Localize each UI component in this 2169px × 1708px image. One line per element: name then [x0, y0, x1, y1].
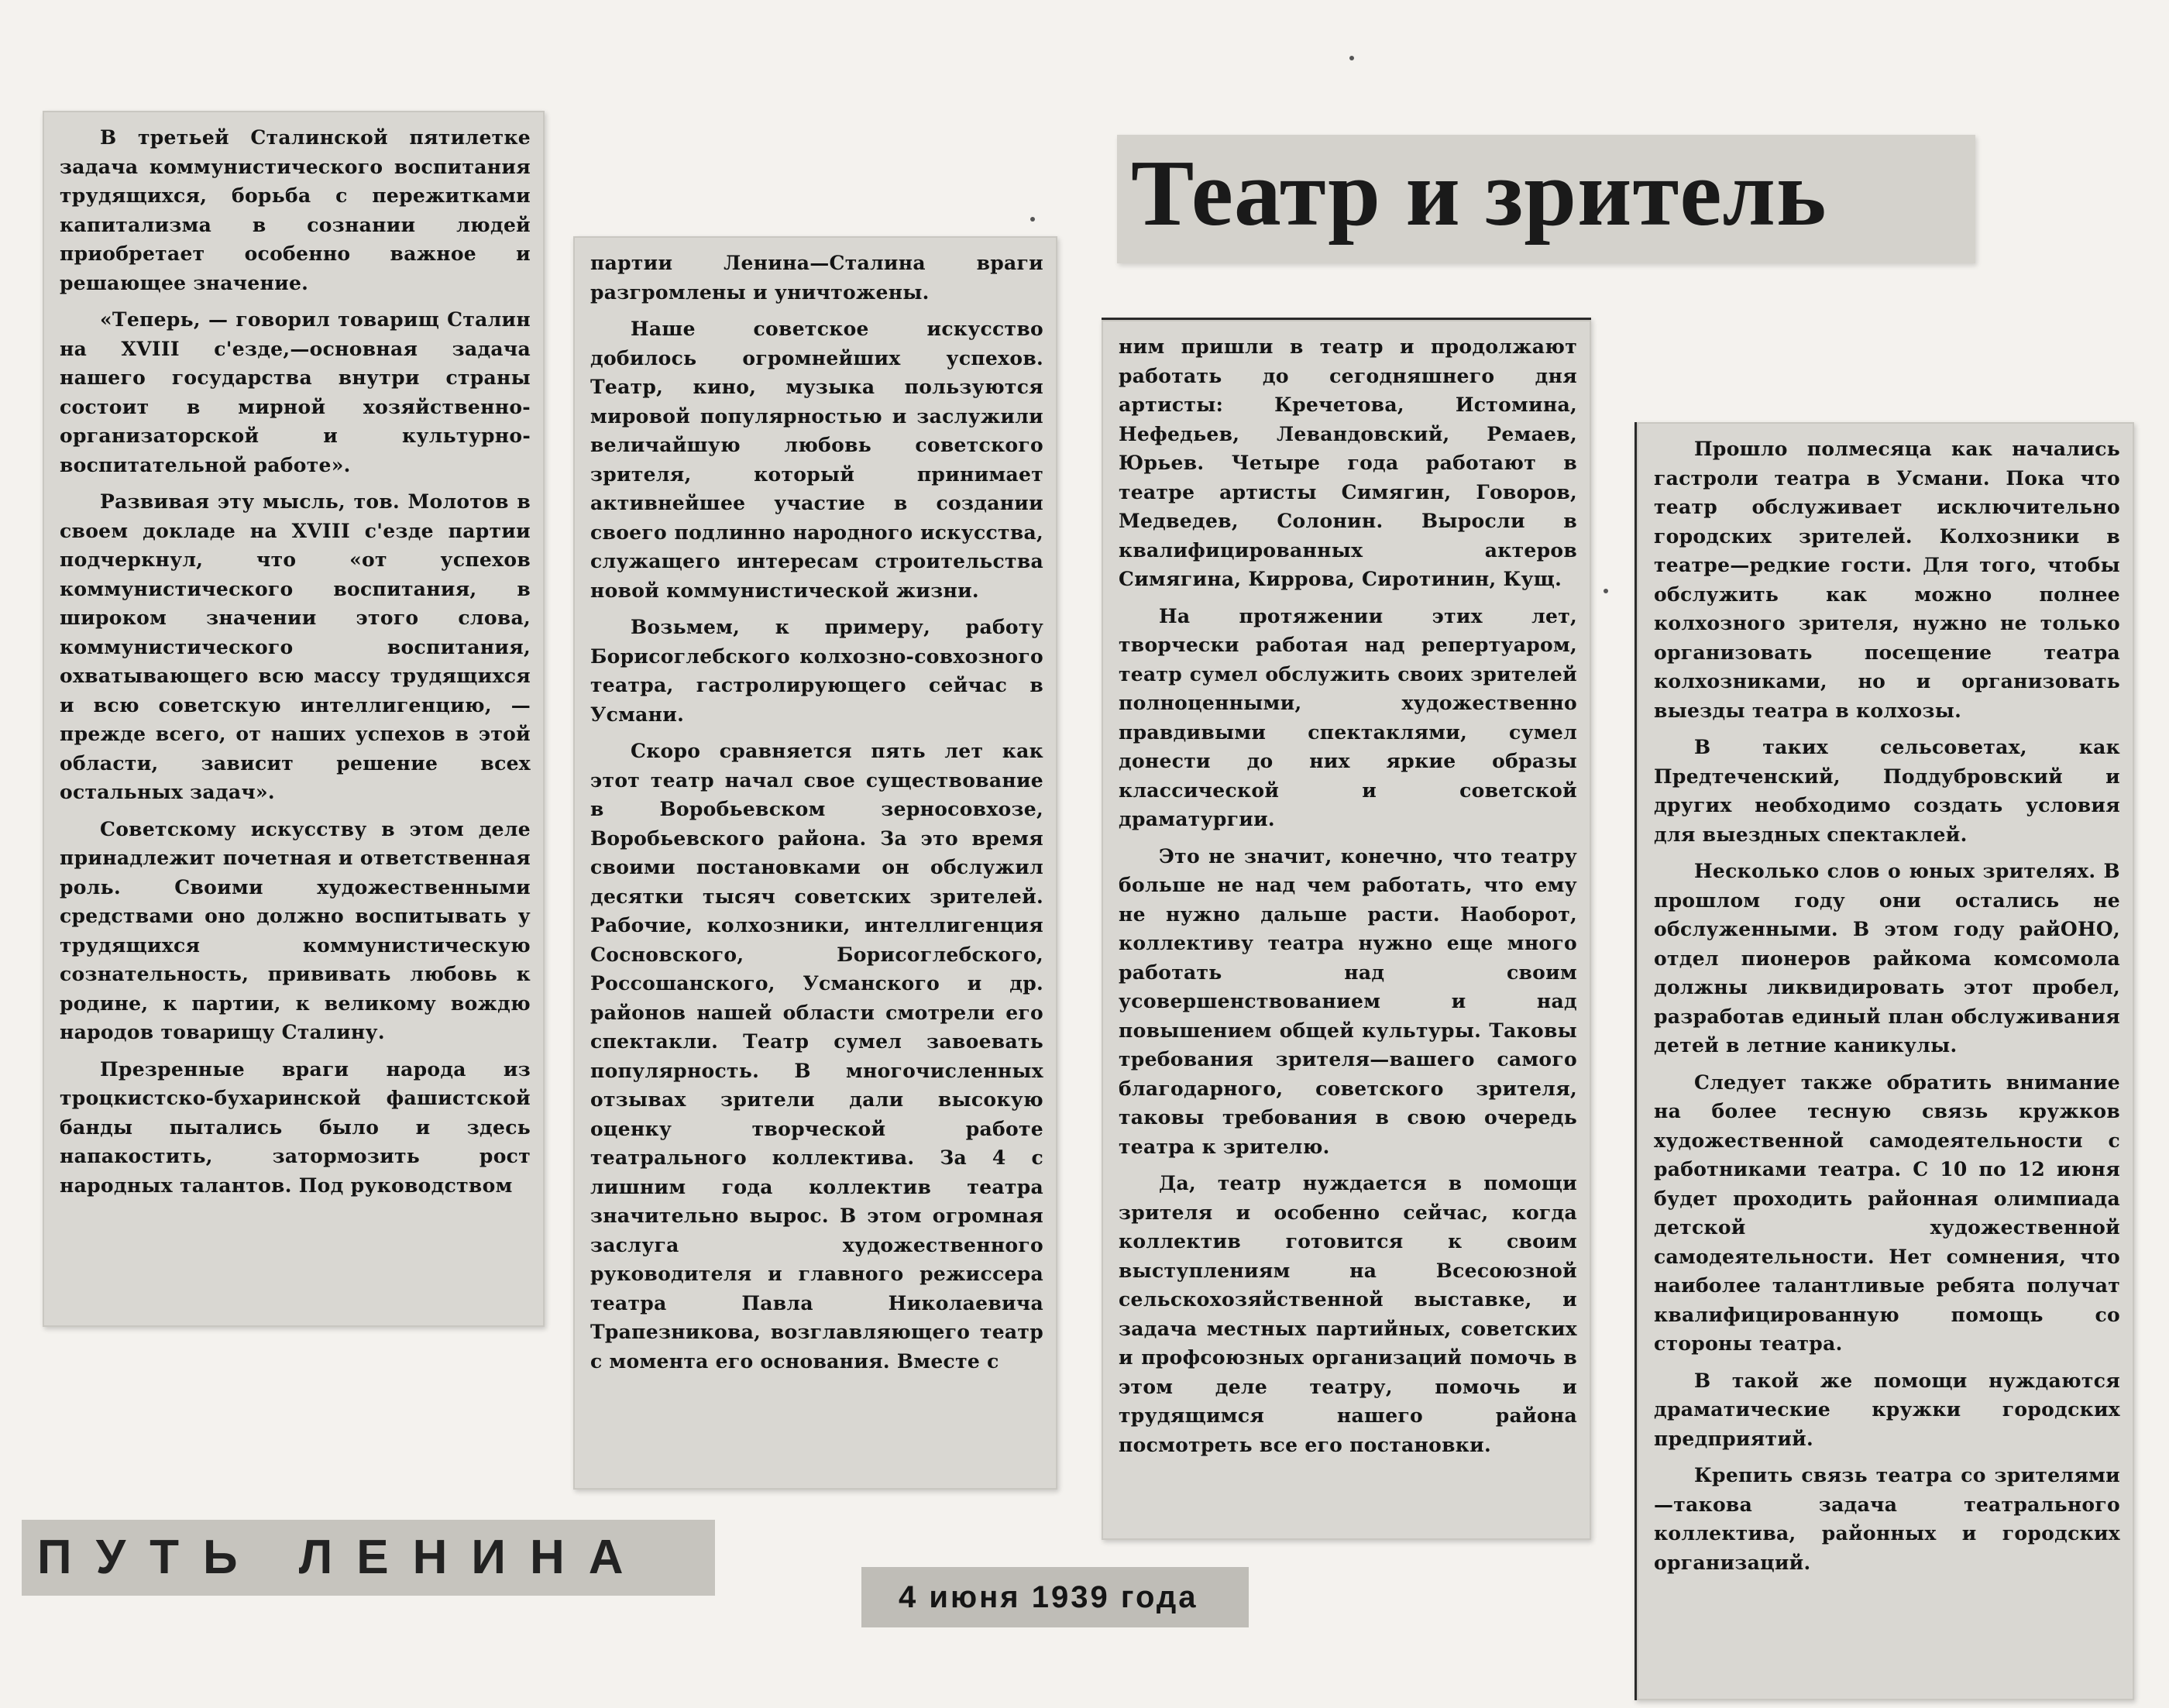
paragraph: Возьмем, к примеру, работу Борисоглебского колхозно-совхозного театра, гастролирующего сейчас в Усмани.: [590, 616, 1043, 726]
paragraph: «Теперь, — говорил товарищ Сталин на XVIII с'езде,—основная задача нашего государства внутри страны состоит в мирной хозяйственно-организаторской и культурно-воспитательной работе».: [60, 308, 531, 476]
paragraph: Скоро сравняется пять лет как этот театр начал свое существование в Воробьевском зерносовхозе, Воробьевского района. За это время своими постановками он обслужил десятки тысяч советских зрителей. Рабочие, колхозники, интеллигенция Сосновского, Борисоглебского, Россошанского, Усманского и др. районов нашей области смотрели его спектакли. Театр сумел завоевать популярность. В многочисленных отзывах зрители дали высокую оценку творческой работе театрального коллектива. За 4 с лишним года коллектив театра значительно вырос. В этом огромная заслуга художественного руководителя и главного режиссера театра Павла Николаевича Трапезникова, возглавляющего театр с момента его основания. Вместе с: [590, 740, 1043, 1373]
paragraph: Следует также обратить внимание на более тесную связь кружков художественной самодеятельности с работниками театра. С 10 по 12 июня будет проходить районная олимпиада детской художественной самодеятельности. Нет сомнения, что наиболее талантливые ребята получат квалифицированную помощь со стороны театра.: [1654, 1071, 2120, 1355]
article-column-2: [573, 236, 1057, 1490]
paragraph: Крепить связь театра со зрителями—такова задача театрального коллектива, районных и городских организаций.: [1654, 1464, 2120, 1574]
paragraph: ним пришли в театр и продолжают работать до сегодняшнего дня артисты: Кречетова, Истомина, Нефедьев, Левандовский, Ремаев, Юрьев. Четыре года работают в театре артисты Симягин, Говоров, Медведев, Солонин. Выросли в квалифицированных актеров Симягина, Киррова, Сиротинин, Кущ.: [1119, 335, 1577, 590]
scan-speck: [1604, 589, 1608, 593]
paragraph: В третьей Сталинской пятилетке задача коммунистического воспитания трудящихся, борьба с пережитками капитализма в сознании людей приобретает особенно важное и решающее значение.: [60, 126, 531, 294]
paragraph: Это не значит, конечно, что театру больше не над чем работать, что ему не нужно дальше расти. Наоборот, коллективу театра нужно еще много работать над своим усовершенствованием и над повышением общей культуры. Таковы требования зрителя—вашего самого благодарного, советского зрителя, таковы требования в свою очередь театра к зрителю.: [1119, 844, 1577, 1158]
paragraph: партии Ленина—Сталина враги разгромлены и уничтожены.: [590, 252, 1043, 304]
article-column-4: [1634, 422, 2134, 1700]
paragraph: Развивая эту мысль, тов. Молотов в своем докладе на XVIII с'езде партии подчеркнул, что «от успехов коммунистического воспитания, в широком значении этого слова, коммунистического воспитания, охватывающего всю массу трудящихся и всю советскую интеллигенцию, —прежде всего, от наших успехов в этой области, зависит решение всех остальных задач».: [60, 490, 531, 803]
publication-date: 4 июня 1939 года: [899, 1580, 1198, 1614]
article-column-3: [1102, 318, 1591, 1540]
paragraph: Прошло полмесяца как начались гастроли театра в Усмани. Пока что театр обслуживает исключительно городских зрителей. Колхозники в театре—редкие гости. Для того, чтобы обслужить как можно полнее колхозного зрителя, нужно не только организовать посещение театра колхозниками, но и организовать выезды театра в колхозы.: [1654, 438, 2120, 722]
scan-speck: [1030, 217, 1035, 222]
paragraph: Да, театр нуждается в помощи зрителя и особенно сейчас, когда коллектив готовится к своим выступлениям на Всесоюзной сельскохозяйственной выставке, и задача местных партийных, советских и профсоюзных организаций помочь в этом деле театру, помочь и трудящимся нашего района посмотреть все его постановки.: [1119, 1172, 1577, 1456]
paragraph: Несколько слов о юных зрителях. В прошлом году они остались не обслуженными. В этом году райОНО, отдел пионеров райкома комсомола должны ликвидировать этот пробел, разработав единый план обслуживания детей в летние каникулы.: [1654, 860, 2120, 1057]
scan-speck: [1349, 56, 1354, 60]
paragraph: На протяжении этих лет, творчески работая над репертуаром, театр сумел обслужить своих зрителей полноценными, художественно правдивыми спектаклями, сумел донести до них яркие образы классической и советской драматургии.: [1119, 604, 1577, 830]
paragraph: Наше советское искусство добилось огромнейших успехов. Театр, кино, музыка пользуются мировой популярностью и заслужили величайшую любовь советского зрителя, который принимает активнейшее участие в создании своего подлинно народного искусства, служащего интересам строительства новой коммунистической жизни.: [590, 318, 1043, 602]
paragraph: В такой же помощи нуждаются драматические кружки городских предприятий.: [1654, 1369, 2120, 1450]
paragraph: Презренные враги народа из троцкистско-бухаринской фашистской банды пытались было и здесь напакостить, затормозить рост народных талантов. Под руководством: [60, 1057, 531, 1197]
article-column-1: [43, 111, 545, 1327]
newspaper-masthead: ПУТЬ ЛЕНИНА: [37, 1531, 648, 1584]
paragraph: В таких сельсоветах, как Предтеченский, Поддубровский и других необходимо создать условия для выездных спектаклей.: [1654, 736, 2120, 846]
article-headline: Театр и зритель: [1131, 141, 1827, 246]
paragraph: Советскому искусству в этом деле принадлежит почетная и ответственная роль. Своими художественными средствами оно должно воспитывать у трудящихся коммунистическую сознательность, прививать любовь к родине, к партии, к великому вождю народов товарищу Сталину.: [60, 817, 531, 1043]
